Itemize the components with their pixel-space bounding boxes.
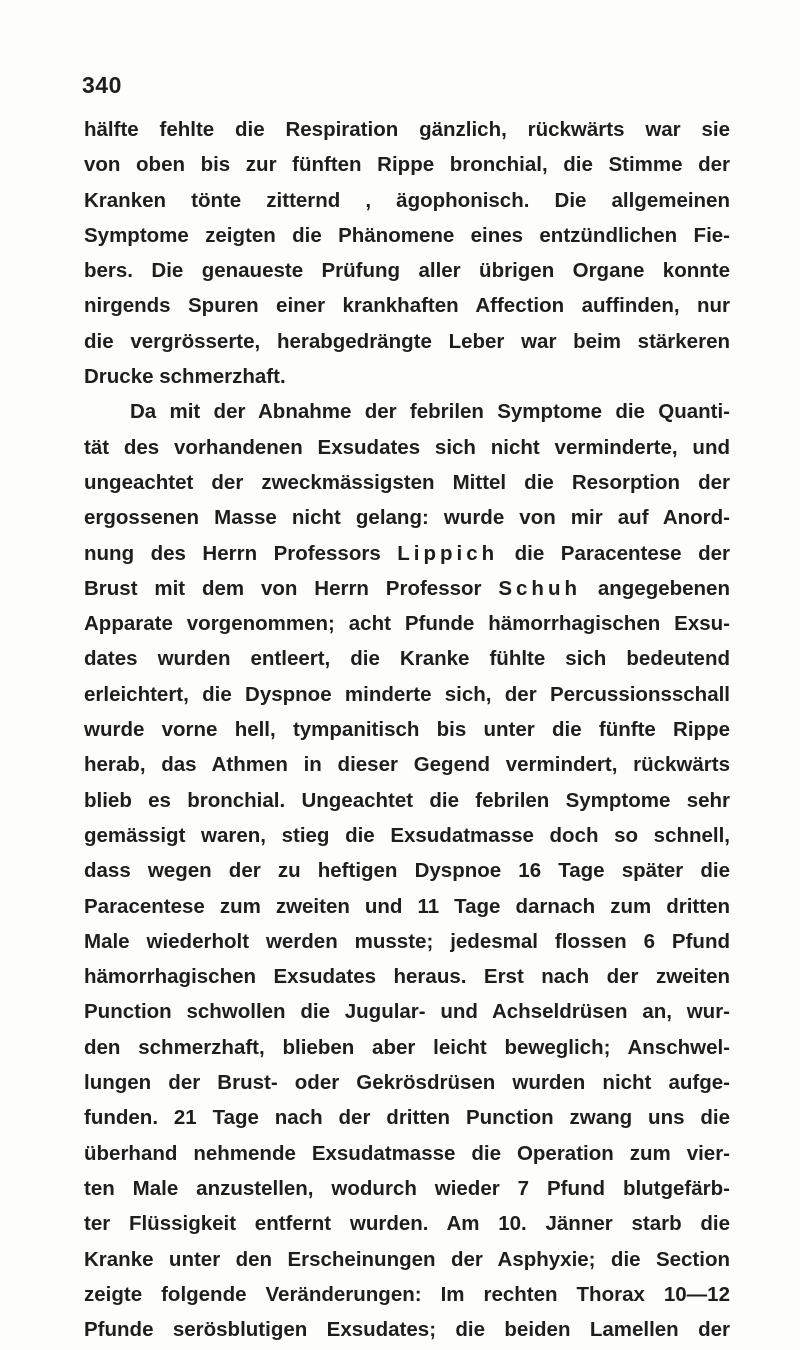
text-line: herab, das Athmen in dieser Gegend vermindert, rückwärts — [84, 753, 730, 777]
text-line: hälfte fehlte die Respiration gänzlich, rückwärts war sie — [84, 118, 730, 141]
text-line: Apparate vorgenommen; acht Pfunde hämorrhagischen Exsu- — [84, 612, 730, 636]
text-run: nung des Herrn Professors — [84, 541, 398, 565]
text-line: überhand nehmende Exsudatmasse die Operation zum vier- — [84, 1141, 730, 1165]
author-name-schuh: Schuh — [498, 576, 581, 600]
text-line: Paracentese zum zweiten und 11 Tage darnach zum dritten — [84, 894, 730, 918]
text-line: bers. Die genaueste Prüfung aller übrigen Organe konnte — [84, 259, 730, 283]
text-line: Da mit der Abnahme der febrilen Symptome die Quanti- — [130, 400, 730, 424]
text-line: ungeachtet der zweckmässigsten Mittel die Resorption der — [84, 470, 730, 494]
text-line: ten Male anzustellen, wodurch wieder 7 Pfund blutgefärb- — [84, 1176, 730, 1200]
text-line: gemässigt waren, stieg die Exsudatmasse doch so schnell, — [84, 823, 730, 847]
text-line: funden. 21 Tage nach der dritten Punction zwang uns die — [84, 1106, 730, 1130]
text-run: Brust mit dem von Herrn Professor — [84, 576, 499, 600]
text-line: Symptome zeigten die Phänomene eines entzündlichen Fie- — [84, 223, 730, 247]
text-line: erleichtert, die Dyspnoe minderte sich, der Percussionsschall — [84, 682, 730, 706]
text-line: ter Flüssigkeit entfernt wurden. Am 10. Jänner starb die — [84, 1212, 730, 1236]
text-line: nirgends Spuren einer krankhaften Affection auffinden, nur — [84, 294, 730, 318]
text-line: blieb es bronchial. Ungeachtet die febrilen Symptome sehr — [84, 788, 730, 812]
text-line: Kranke unter den Erscheinungen der Asphyxie; die Section — [84, 1247, 730, 1271]
text-line: Male wiederholt werden musste; jedesmal flossen 6 Pfund — [84, 929, 730, 953]
body-text — [84, 112, 730, 1347]
text-line: dass wegen der zu heftigen Dyspnoe 16 Tage später die — [84, 859, 730, 883]
text-run: angegebenen — [581, 576, 730, 600]
text-line: den schmerzhaft, blieben aber leicht beweglich; Anschwel- — [84, 1035, 730, 1059]
text-line: hämorrhagischen Exsudates heraus. Erst nach der zweiten — [84, 965, 730, 989]
text-line: Kranken tönte zitternd , ägophonisch. Die allgemeinen — [84, 188, 730, 212]
text-line: ergossenen Masse nicht gelang: wurde von mir auf Anord- — [84, 506, 730, 530]
text-line: lungen der Brust- oder Gekrösdrüsen wurden nicht aufge- — [84, 1071, 730, 1095]
text-line: zeigte folgende Veränderungen: Im rechten Thorax 10—12 — [84, 1282, 730, 1306]
text-line: dates wurden entleert, die Kranke fühlte sich bedeutend — [84, 647, 730, 671]
text-line — [84, 571, 730, 606]
text-line — [84, 536, 730, 571]
page-number: 340 — [82, 72, 122, 98]
text-line: die vergrösserte, herabgedrängte Leber war beim stärkeren — [84, 329, 730, 353]
text-line: Drucke schmerzhaft. — [84, 365, 286, 389]
author-name-lippich: Lippich — [397, 541, 499, 565]
text-line: von oben bis zur fünften Rippe bronchial, die Stimme der — [84, 153, 730, 177]
text-line: wurde vorne hell, tympanitisch bis unter die fünfte Rippe — [84, 718, 730, 742]
text-line: tät des vorhandenen Exsudates sich nicht verminderte, und — [84, 435, 730, 459]
text-line: Pfunde serösblutigen Exsudates; die beiden Lamellen der — [84, 1318, 730, 1342]
text-run: die Paracentese der — [498, 541, 730, 565]
text-line: Punction schwollen die Jugular- und Achseldrüsen an, wur- — [84, 1000, 730, 1024]
